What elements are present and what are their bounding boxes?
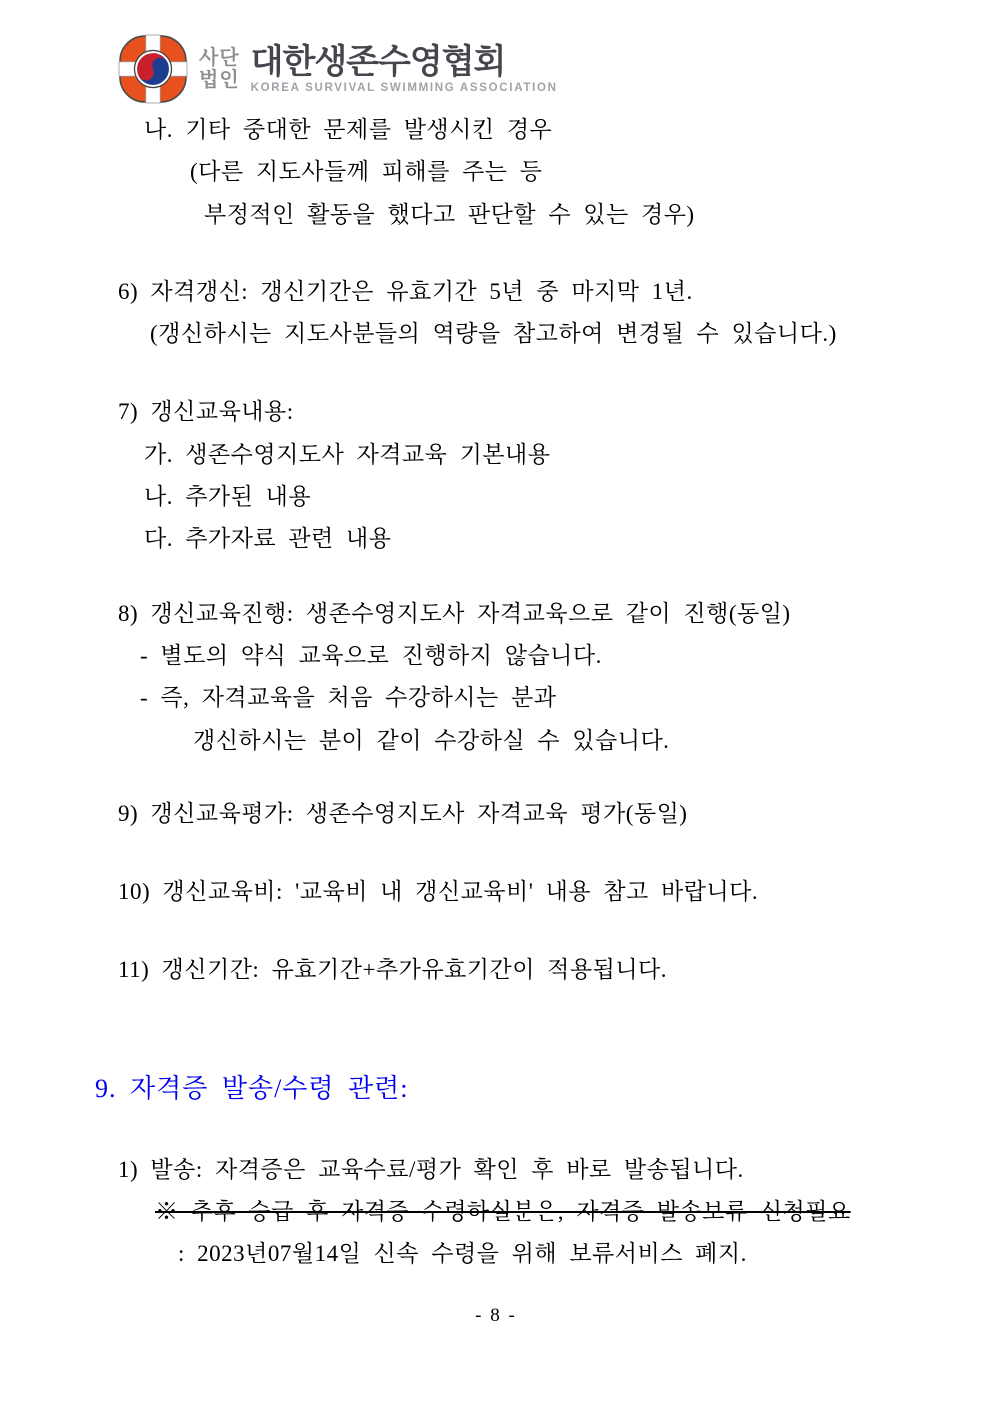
doc-line-item-10: 10) 갱신교육비: '교육비 내 갱신교육비' 내용 참고 바랍니다. [118, 879, 759, 904]
doc-line-item-7-na: 나. 추가된 내용 [144, 484, 312, 509]
lifebuoy-taegeuk-logo-icon [118, 34, 188, 104]
doc-line-date-note: : 2023년07월14일 신속 수령을 위해 보류서비스 폐지. [178, 1241, 747, 1266]
org-names [251, 44, 558, 94]
doc-line-item-11: 11) 갱신기간: 유효기간+추가유효기간이 적용됩니다. [118, 957, 668, 982]
org-type-label [199, 47, 240, 91]
doc-line-strikethrough-note: ※ 추후 승급 후 자격증 수령하실분은, 자격증 발송보류 신청필요 [155, 1199, 851, 1224]
org-type-line1: 사단 [199, 47, 240, 69]
doc-line-item-9: 9) 갱신교육평가: 생존수영지도사 자격교육 평가(동일) [118, 801, 688, 826]
doc-line-item-8-cont: 갱신하시는 분이 같이 수강하실 수 있습니다. [193, 728, 670, 753]
org-type-line2: 법인 [199, 69, 240, 91]
doc-line-item-8-dash2: - 즉, 자격교육을 처음 수강하시는 분과 [140, 685, 557, 710]
doc-line-item-7-da: 다. 추가자료 관련 내용 [144, 526, 392, 551]
org-logo [118, 34, 558, 104]
doc-line-item-7: 7) 갱신교육내용: [118, 399, 294, 424]
doc-line-sub-na: 나. 기타 중대한 문제를 발생시킨 경우 [144, 117, 553, 142]
doc-line-item-8-dash1: - 별도의 약식 교육으로 진행하지 않습니다. [140, 643, 602, 668]
doc-line-item-6-note: (갱신하시는 지도사분들의 역량을 참고하여 변경될 수 있습니다.) [150, 321, 837, 346]
org-name-en: KOREA SURVIVAL SWIMMING ASSOCIATION [250, 82, 558, 94]
org-name-kr: 대한생존수영협회 [250, 43, 506, 81]
doc-line-paren-2: 부정적인 활동을 했다고 판단할 수 있는 경우) [204, 202, 695, 227]
doc-line-item-7-ga: 가. 생존수영지도사 자격교육 기본내용 [144, 442, 551, 467]
section-heading: 9. 자격증 발송/수령 관련: [95, 1074, 409, 1103]
page-number: - 8 - [475, 1305, 517, 1326]
doc-line-item-6: 6) 자격갱신: 갱신기간은 유효기간 5년 중 마지막 1년. [118, 279, 693, 304]
doc-line-item-8: 8) 갱신교육진행: 생존수영지도사 자격교육으로 같이 진행(동일) [118, 601, 791, 626]
doc-line-paren-1: (다른 지도사들께 피해를 주는 등 [190, 159, 543, 184]
doc-line-item-1-send: 1) 발송: 자격증은 교육수료/평가 확인 후 바로 발송됩니다. [118, 1157, 744, 1182]
